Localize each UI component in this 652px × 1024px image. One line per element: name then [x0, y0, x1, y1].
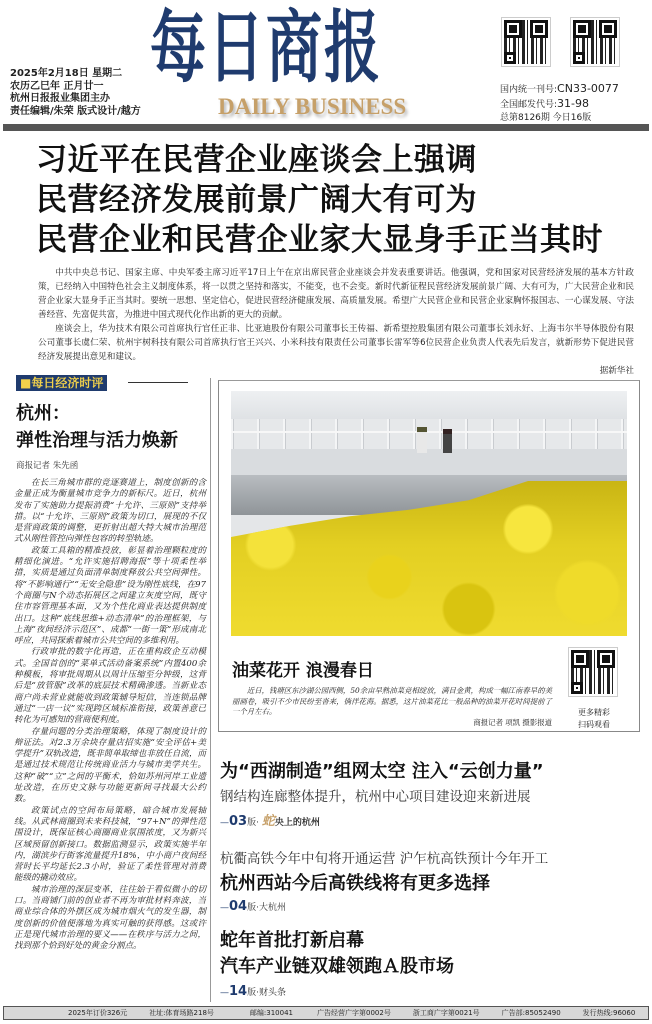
- footer-ad-license: 广告经营广字第0002号: [317, 1009, 391, 1017]
- teaser-title[interactable]: [220, 928, 454, 980]
- photo-caption: [232, 686, 552, 728]
- page-number: 03: [229, 814, 248, 829]
- footer-hotline: 发行热线:96060: [582, 1009, 636, 1017]
- lead-article: [38, 266, 634, 378]
- page-reference[interactable]: —14版·财头条: [220, 984, 286, 999]
- publication-info: [500, 82, 619, 125]
- cn-label: 国内统一刊号:: [500, 85, 558, 95]
- publisher: 杭州日报报业集团主办: [10, 93, 110, 104]
- post-label: 全国邮发代号:: [500, 100, 558, 110]
- rapeseed-flower-photo: [231, 391, 627, 636]
- issue-date: 2025年2月18日 星期二: [10, 68, 123, 79]
- issue-number: 总第8126期 今日16版: [500, 113, 592, 123]
- column-divider: [210, 378, 211, 1002]
- page-reference[interactable]: —04版·大杭州: [220, 899, 286, 914]
- qr-label: [566, 707, 622, 731]
- article-source: 据新华社: [599, 366, 634, 376]
- teaser-subtitle: 钢结构连廊整体提升，杭州中心项目建设迎来新进展: [220, 789, 531, 805]
- lead-paragraph: 座谈会上，华为技术有限公司首席执行官任正非、比亚迪股份有限公司董事长王传福、新希望控股集团有限公司董事长刘永好、上海韦尔半导体股份有限公司董事长虞仁荣、杭州宇树科技有限公司首席执行官王兴兴、小米科技有限责任公司董事长雷军等6位民营企业负责人代表先后发言，就新形势下促进民营经济发展提出意见和建议。: [38, 324, 634, 362]
- photo-title: 油菜花开 浪漫春日: [232, 661, 374, 681]
- qr-label-line: 更多精彩: [578, 708, 610, 717]
- newspaper-logo: 每日商报: [150, 1, 382, 95]
- column-paragraph: 在长三角城市群的竞逐赛道上，制度创新的含金量正成为衡量城市竞争力的新标尺。近日，杭州发布了实施助力提振消费“十允许、三原则”支持举措。以“十允许、三原则”政策为切口，展现的不仅是营商政策的调整，更折射出超大特大城市治理范式从刚性管控向弹性包容的转型轨迹。: [14, 478, 206, 545]
- teaser-title-line: 蛇年首批打新启幕: [220, 930, 364, 951]
- column-title-line: 弹性治理与活力焕新: [16, 430, 178, 451]
- lead-paragraph: 中共中央总书记、国家主席、中央军委主席习近平17日上午在京出席民营企业座谈会并发表重要讲话。他强调，党和国家对民营经济发展的基本方针政策，已经纳入中国特色社会主义制度体系，将一以贯之坚持和落实，不能变，也不会变。新时代新征程民营经济发展前景广阔、大有可为，广大民营企业和民营企业家大显身手正当其时。要统一思想、坚定信心，促进民营经济健康发展、高质量发展。希望广大民营企业和民营企业家胸怀报国志、一心谋发展、守法善经营、先富促共富，为推进中国式现代化作出新的更大的贡献。: [38, 268, 634, 320]
- teaser-title-line: 汽车产业链双雄领跑Ａ股市场: [220, 956, 454, 977]
- page-number: 04: [229, 899, 248, 914]
- column-paragraph: 城市治理的深层变革，往往始于看似微小的切口。当商铺门前的创业者不再为审批材料奔波，当商业综合体的外摆区成为城市烟火气的发生器，制度创新的价值便落地为真实可触的获得感。这或许正是现代城市治理的要义——在秩序与活力之间，找到那个恰到好处的黄金分割点。: [14, 884, 206, 952]
- cn-value: CN33-0077: [557, 82, 619, 95]
- lead-headline: [36, 140, 603, 260]
- column-title-line: 杭州：: [16, 403, 70, 424]
- footer-ad-phone: 广告部:85052490: [501, 1009, 561, 1017]
- page-suffix: 版·: [247, 988, 259, 998]
- page-number: 14: [229, 984, 248, 999]
- footer-price: 2025年订价326元: [68, 1009, 128, 1017]
- qr-code-icon[interactable]: [571, 18, 619, 66]
- teaser-kicker: 杭衢高铁今年中旬将开通运营 沪乍杭高铁预计今年开工: [220, 851, 549, 867]
- column-paragraph: 政策试点的空间布局策略，暗合城市发展轴线。从武林商圈到未来科技城，“97+N”的弹性范围设计，既保证核心商圈商业氛围浓度，又为新兴区域预留创新接口。数据监测显示，政策实施半年内，湖滨步行街客流量提升18%，中小商户夜间经营时长平均延长2.3小时，验证了柔性管理对消费能级的撬动效应。: [14, 805, 206, 884]
- page-suffix: 版·: [247, 818, 259, 828]
- teaser-title[interactable]: 为“西湖制造”组网太空 注入“云创力量”: [220, 761, 544, 782]
- page-reference[interactable]: —03版· 蛇央上的杭州: [220, 814, 320, 829]
- footer-bar: [3, 1006, 649, 1020]
- column-title: [16, 400, 178, 454]
- caption-text: 近日，钱塘区东沙湖公园西侧，50余亩早熟油菜竞相绽放，满目金黄，构成一幅江南春早的美丽画卷，吸引不少市民纷至沓来，徜徉花海。据悉，这片油菜花比一般品种的油菜开花时间提前了一个月左右。: [232, 686, 552, 716]
- masthead-divider: [3, 124, 649, 131]
- footer-postcode: 邮编:310041: [249, 1009, 294, 1017]
- headline-line: 民营经济发展前景广阔大有可为: [36, 182, 477, 218]
- column-byline: 商报记者 朱先函: [16, 461, 79, 471]
- date-info: [10, 68, 141, 118]
- photo-credit: 商报记者 项凯 摄影报道: [473, 717, 552, 727]
- post-value: 31-98: [557, 97, 590, 110]
- editors: 责任编辑/朱荣 版式设计/越方: [10, 105, 141, 117]
- lunar-date: 农历乙巳年 正月廿一: [10, 80, 104, 92]
- teaser-title[interactable]: 杭州西站今后高铁线将有更多选择: [220, 873, 490, 894]
- qr-code-icon[interactable]: [502, 18, 550, 66]
- column-paragraph: 行政审批的数字化再造，正在重构政企互动模式。全国首创的“菜单式活动备案系统”内置400余种模板，将审批周期从以周计压缩至分钟级，这背后是“放管服”改革的底层技术精确渗透。当新业态商户尚未营业就能收到政策辅导短信，当连锁品牌通过“一店一议”实现跨区域标准衔接，政策善意已转化为可感知的营商便利度。: [14, 647, 206, 726]
- qr-label-line: 扫码观看: [578, 720, 610, 729]
- qr-code-icon[interactable]: [569, 648, 617, 696]
- newspaper-logo-english: DAILY BUSINESS: [218, 94, 407, 119]
- column-paragraph: 存量问题的分类治理策略，体现了制度设计的辩证法。对2.3万余块存量店招实施“安全评估+美学提升”双轨改造，既非简单取缔也非放任自流，而是通过技术规范让传统商业活力与城市美学共生。这种“破”“立”之间的平衡术，恰如苏州河岸工业遗址改造，在历史文脉与功能更新间寻找最大公约数。: [14, 726, 206, 805]
- footer-address: 社址:体育场路218号: [149, 1009, 214, 1017]
- divider: [128, 382, 188, 383]
- section-name: 央上的杭州: [274, 818, 320, 828]
- page-suffix: 版·: [247, 903, 259, 913]
- column-paragraph: 政策工具箱的精准投放，彰显着治理颗粒度的精细化演进。“允许实施招聘海报”等十项柔性举措，实质是通过负面清单制度释放公共空间弹性。将“不影响通行”“无安全隐患”设为刚性底线，在97个商圈与N个动态拓展区之间建立灰度空间，既守住市容管理基本面，又为个性化商业表达提供制度出口。这种“底线思维+动态清单”的治理框架，与上海“夜间经济示范区”、成都“一街一策”形成南北呼应，共同探索着城市公共空间的多维利用。: [14, 545, 206, 647]
- headline-line: 习近平在民营企业座谈会上强调: [36, 142, 477, 178]
- footer-commerce-license: 浙工商广字第0021号: [412, 1009, 480, 1017]
- snake-badge: 蛇: [261, 814, 275, 829]
- headline-line: 民营企业和民营企业家大显身手正当其时: [36, 222, 603, 258]
- column-body: [14, 478, 206, 952]
- section-name: 财头条: [258, 988, 286, 998]
- section-name: 大杭州: [258, 903, 286, 913]
- column-tag: ■每日经济时评: [16, 375, 107, 391]
